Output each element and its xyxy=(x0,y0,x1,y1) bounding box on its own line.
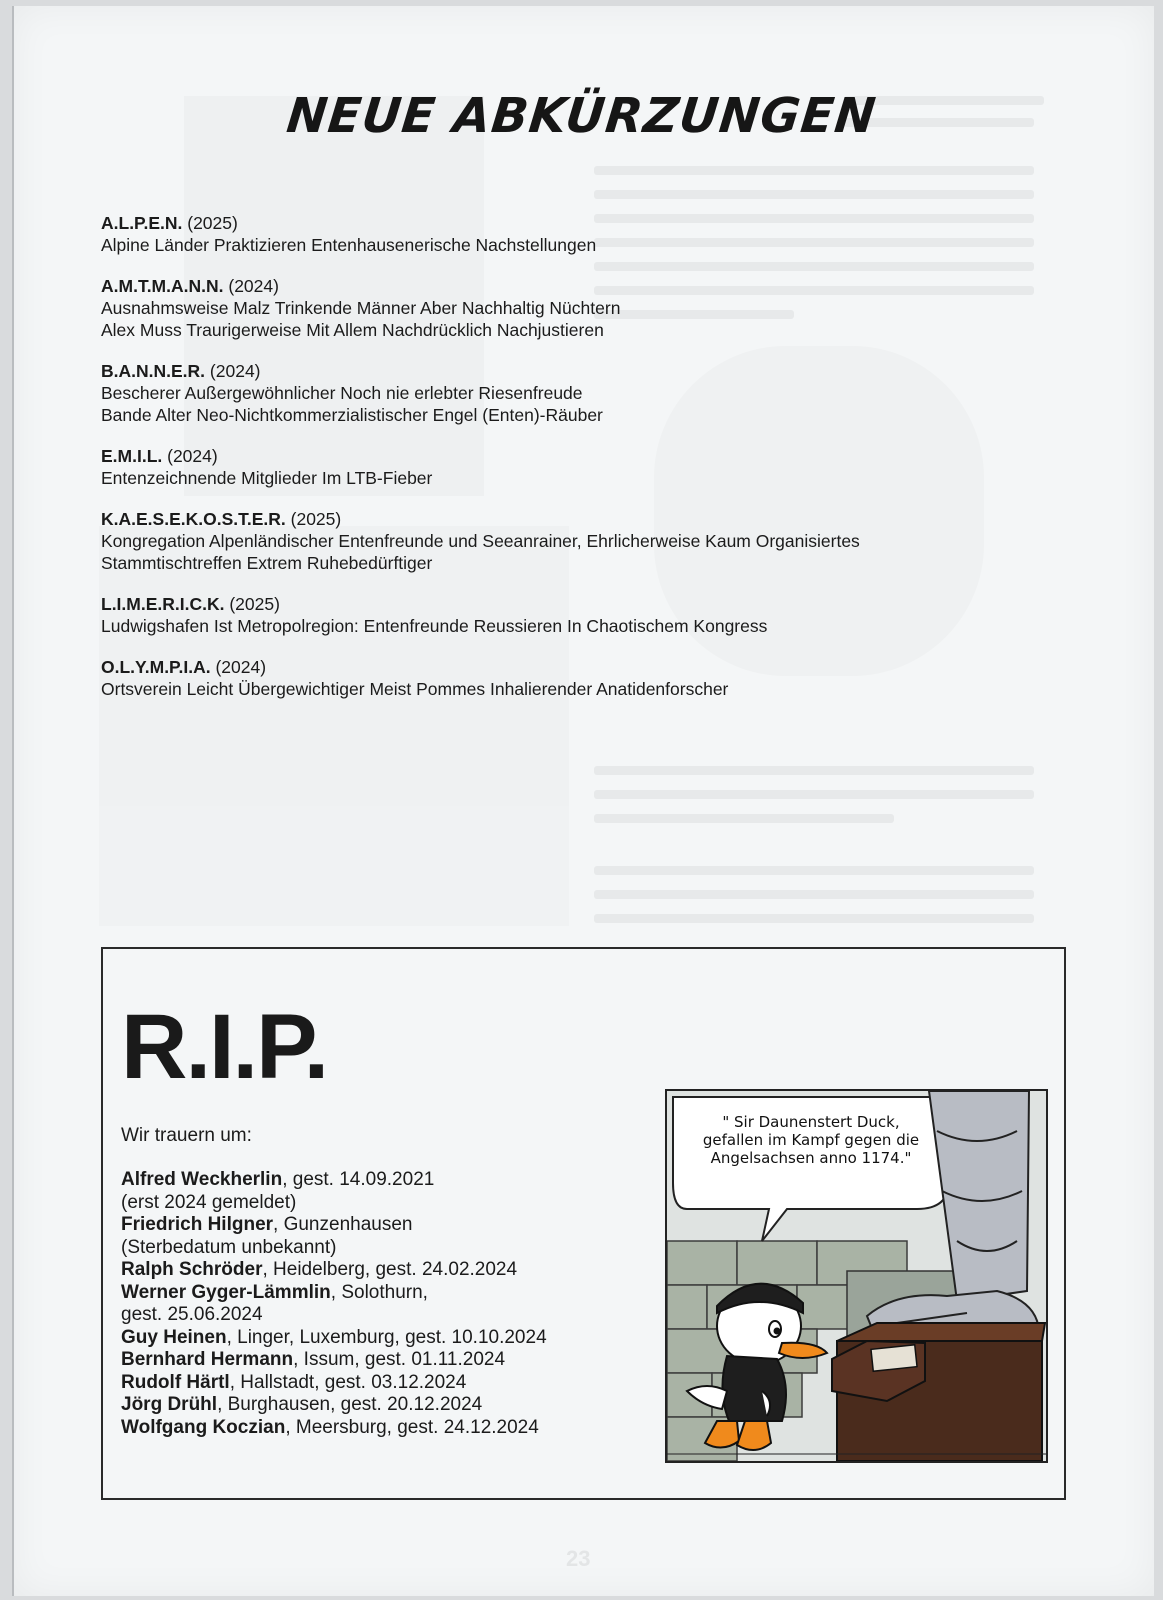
abbreviation-header xyxy=(101,593,1061,615)
rip-title: R.I.P. xyxy=(121,996,328,1098)
deceased-detail: , Meersburg, gest. 24.12.2024 xyxy=(285,1416,539,1438)
deceased-row xyxy=(121,1259,641,1282)
deceased-detail: gest. 25.06.2024 xyxy=(121,1304,263,1325)
abbreviation-code: A.L.P.E.N. xyxy=(101,213,183,233)
deceased-detail: , Gunzenhausen xyxy=(273,1214,413,1235)
deceased-row xyxy=(121,1372,641,1395)
abbreviation-year: (2025) xyxy=(290,509,342,529)
abbreviation-entry xyxy=(101,508,1061,574)
deceased-row xyxy=(121,1417,641,1440)
deceased-name: Jörg Drühl xyxy=(121,1394,218,1415)
abbreviation-code: A.M.T.M.A.N.N. xyxy=(101,276,224,296)
bleed-through-text xyxy=(594,814,894,823)
deceased-name: Rudolf Härtl xyxy=(121,1371,230,1393)
abbreviation-expansion: Ausnahmsweise Malz Trinkende Männer Aber Nachhaltig Nüchtern xyxy=(101,298,621,318)
abbreviation-expansion: Alex Muss Traurigerweise Mit Allem Nachdrücklich Nachjustieren xyxy=(101,320,604,340)
bleed-through-text xyxy=(594,190,1034,199)
deceased-detail: , Linger, Luxemburg, gest. 10.10.2024 xyxy=(226,1326,547,1348)
abbreviation-expansion: Entenzeichnende Mitglieder Im LTB-Fieber xyxy=(101,468,433,488)
deceased-detail: , Issum, gest. 01.11.2024 xyxy=(293,1349,506,1370)
abbreviation-header xyxy=(101,360,1061,382)
abbreviation-expansion: Kongregation Alpenländischer Entenfreunde und Seeanrainer, Ehrlicherweise Kaum Organisiertes xyxy=(101,531,860,551)
bleed-through-text xyxy=(594,890,1034,899)
deceased-detail: , Heidelberg, gest. 24.02.2024 xyxy=(262,1259,518,1280)
speech-bubble-text: " Sir Daunenstert Duck, gefallen im Kampf gegen die Angelsachsen anno 1174." xyxy=(702,1113,920,1167)
abbreviation-year: (2024) xyxy=(209,361,261,381)
abbreviation-entry xyxy=(101,445,1061,489)
abbreviation-expansion: Ortsverein Leicht Übergewichtiger Meist Pommes Inhalierender Anatidenforscher xyxy=(101,679,729,699)
abbreviation-year: (2024) xyxy=(167,446,218,466)
page-title: NEUE ABKÜRZUNGEN xyxy=(284,88,879,144)
bleed-through-text xyxy=(594,166,1034,175)
abbreviation-expansion: Bescherer Außergewöhnlicher Noch nie erlebter Riesenfreude xyxy=(101,383,583,403)
abbreviation-expansion: Ludwigshafen Ist Metropolregion: Entenfreunde Reussieren In Chaotischem Kongress xyxy=(101,616,768,636)
deceased-row xyxy=(121,1282,641,1305)
abbreviation-header xyxy=(101,445,1061,467)
deceased-row xyxy=(121,1394,641,1417)
abbreviation-header xyxy=(101,508,1061,530)
abbreviation-code: O.L.Y.M.P.I.A. xyxy=(101,657,211,677)
abbreviation-entry xyxy=(101,360,1061,426)
deceased-name: Friedrich Hilgner xyxy=(121,1214,274,1235)
page-number: 23 xyxy=(566,1546,591,1571)
deceased-name: Ralph Schröder xyxy=(121,1259,263,1280)
abbreviation-year: (2024) xyxy=(228,276,279,296)
rip-box xyxy=(101,947,1066,1500)
deceased-row xyxy=(121,1169,641,1192)
deceased-row xyxy=(121,1214,641,1237)
abbreviation-expansion: Bande Alter Neo-Nichtkommerzialistischer Engel (Enten)-Räuber xyxy=(101,405,603,425)
deceased-row xyxy=(121,1349,641,1372)
abbreviation-expansion: Alpine Länder Praktizieren Entenhausenerische Nachstellungen xyxy=(101,235,597,255)
bleed-through-text xyxy=(594,790,1034,799)
deceased-detail: , Burghausen, gest. 20.12.2024 xyxy=(217,1394,483,1415)
bleed-through-text xyxy=(594,914,1034,923)
deceased-name: Alfred Weckherlin xyxy=(121,1169,283,1190)
abbreviation-code: E.M.I.L. xyxy=(101,446,163,466)
abbreviation-header xyxy=(101,656,1061,678)
abbreviation-year: (2025) xyxy=(187,213,238,233)
deceased-name: Wolfgang Koczian xyxy=(121,1416,286,1438)
deceased-detail: , Solothurn, xyxy=(330,1281,428,1303)
abbreviation-header xyxy=(101,212,1061,234)
deceased-row xyxy=(121,1304,641,1327)
abbreviation-entry xyxy=(101,593,1061,637)
deceased-row xyxy=(121,1327,641,1350)
abbreviation-code: L.I.M.E.R.I.C.K. xyxy=(101,594,225,614)
deceased-detail: (erst 2024 gemeldet) xyxy=(121,1191,297,1213)
deceased-row xyxy=(121,1192,641,1215)
abbreviation-entry xyxy=(101,212,1061,256)
abbreviation-code: B.A.N.N.E.R. xyxy=(101,361,206,381)
plaque xyxy=(871,1345,917,1371)
abbreviation-year: (2024) xyxy=(215,657,267,677)
deceased-name: Werner Gyger-Lämmlin xyxy=(121,1281,331,1303)
rip-intro: Wir trauern um: xyxy=(121,1125,252,1146)
abbreviation-year: (2025) xyxy=(229,594,280,614)
abbreviation-header xyxy=(101,275,1061,297)
abbreviation-code: K.A.E.S.E.K.O.S.T.E.R. xyxy=(101,509,286,529)
deceased-detail: (Sterbedatum unbekannt) xyxy=(121,1236,337,1258)
deceased-name: Bernhard Hermann xyxy=(121,1349,294,1370)
deceased-detail: , gest. 14.09.2021 xyxy=(282,1169,435,1190)
abbreviation-entry xyxy=(101,275,1061,341)
bleed-through-text xyxy=(594,766,1034,775)
deceased-detail: , Hallstadt, gest. 03.12.2024 xyxy=(229,1371,467,1393)
deceased-list xyxy=(121,1169,641,1439)
abbreviation-entry xyxy=(101,656,1061,700)
abbreviation-list xyxy=(101,212,1061,719)
bleed-through-image xyxy=(99,806,569,926)
comic-panel xyxy=(665,1089,1048,1463)
deceased-name: Guy Heinen xyxy=(121,1326,227,1348)
bleed-through-text xyxy=(594,866,1034,875)
abbreviation-expansion: Stammtischtreffen Extrem Ruhebedürftiger xyxy=(101,553,433,573)
deceased-row xyxy=(121,1237,641,1260)
